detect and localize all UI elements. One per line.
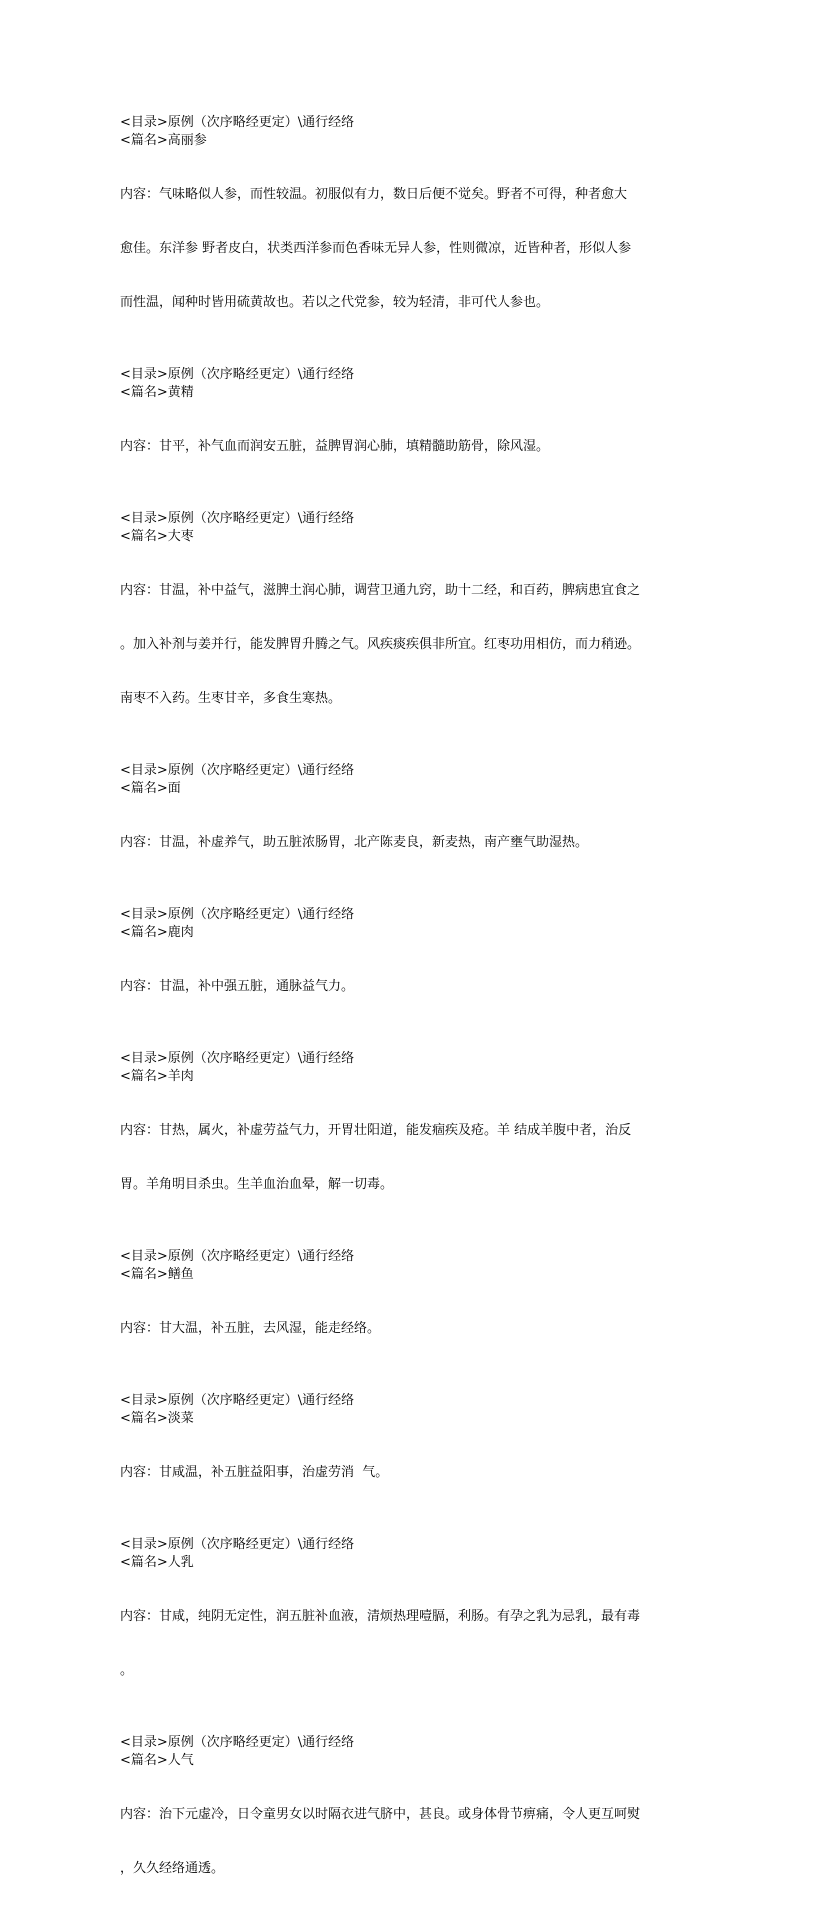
catalog-line: <目录>原例（次序略经更定）\通行经络 xyxy=(120,1393,355,1408)
entry-renqi xyxy=(120,1734,688,1914)
content-paragraph xyxy=(120,942,688,1032)
entry-dancai xyxy=(120,1392,688,1518)
content-line: ，久久经络通透。 xyxy=(120,1861,225,1876)
content-paragraph xyxy=(120,1572,688,1716)
title-line: <篇名>大枣 xyxy=(120,529,194,544)
title-line: <篇名>黄精 xyxy=(120,385,194,400)
content-line: 内容：甘热，属火，补虚劳益气力，开胃壮阳道，能发痼疾及疮。羊 结成羊腹中者，治反 xyxy=(120,1123,632,1138)
entry-gaoli-shen xyxy=(120,114,688,348)
entry-mian xyxy=(120,762,688,888)
title-line: <篇名>高丽参 xyxy=(120,133,207,148)
entry-lurou xyxy=(120,906,688,1032)
content-line: 内容：甘温，补中益气，滋脾土润心肺，调营卫通九窍，助十二经，和百药，脾病患宜食之 xyxy=(120,583,641,598)
title-line: <篇名>羊肉 xyxy=(120,1069,194,1084)
entry-dazao xyxy=(120,510,688,744)
content-line: 内容：甘咸，纯阴无定性，润五脏补血液，清烦热理噎膈，利肠。有孕之乳为忌乳，最有毒 xyxy=(120,1609,641,1624)
content-paragraph xyxy=(120,150,688,348)
content-paragraph xyxy=(120,1770,688,1914)
content-line: 内容：气味略似人参，而性较温。初服似有力，数日后便不觉矣。野者不可得，种者愈大 xyxy=(120,187,628,202)
content-line: 。 xyxy=(120,1663,134,1678)
catalog-line: <目录>原例（次序略经更定）\通行经络 xyxy=(120,1735,355,1750)
entry-yangrou xyxy=(120,1050,688,1230)
catalog-line: <目录>原例（次序略经更定）\通行经络 xyxy=(120,1537,355,1552)
content-line: 内容：甘温，补虚养气，助五脏浓肠胃，北产陈麦良，新麦热，南产壅气助湿热。 xyxy=(120,835,589,850)
catalog-line: <目录>原例（次序略经更定）\通行经络 xyxy=(120,511,355,526)
content-line: 内容：甘大温，补五脏，去风湿，能走经络。 xyxy=(120,1321,381,1336)
content-paragraph xyxy=(120,1428,688,1518)
title-line: <篇名>鹿肉 xyxy=(120,925,194,940)
catalog-line: <目录>原例（次序略经更定）\通行经络 xyxy=(120,907,355,922)
content-paragraph xyxy=(120,402,688,492)
content-line: 内容：甘平，补气血而润安五脏，益脾胃润心肺，填精髓助筋骨，除风湿。 xyxy=(120,439,550,454)
content-paragraph xyxy=(120,546,688,744)
content-line: 内容：甘温，补中强五脏，通脉益气力。 xyxy=(120,979,355,994)
entry-shanyu xyxy=(120,1248,688,1374)
catalog-line: <目录>原例（次序略经更定）\通行经络 xyxy=(120,367,355,382)
content-line: 内容：甘咸温，补五脏益阳事，治虚劳消 气。 xyxy=(120,1465,389,1480)
catalog-line: <目录>原例（次序略经更定）\通行经络 xyxy=(120,115,355,130)
title-line: <篇名>淡菜 xyxy=(120,1411,194,1426)
content-paragraph xyxy=(120,1284,688,1374)
catalog-line: <目录>原例（次序略经更定）\通行经络 xyxy=(120,1249,355,1264)
title-line: <篇名>鳝鱼 xyxy=(120,1267,194,1282)
content-line: 而性温，闻种时皆用硫黄故也。若以之代党参，较为轻清，非可代人参也。 xyxy=(120,295,550,310)
title-line: <篇名>人乳 xyxy=(120,1555,194,1570)
content-line: 内容：治下元虚冷，日令童男女以时隔衣进气脐中，甚良。或身体骨节痹痛，令人更互呵熨 xyxy=(120,1807,641,1822)
content-line: 。加入补剂与姜并行，能发脾胃升腾之气。风疾痰疾俱非所宜。红枣功用相仿，而力稍逊。 xyxy=(120,637,641,652)
catalog-line: <目录>原例（次序略经更定）\通行经络 xyxy=(120,1051,355,1066)
content-line: 愈佳。东洋参 野者皮白，状类西洋参而色香味无异人参，性则微凉，近皆种者，形似人参 xyxy=(120,241,632,256)
entry-renru xyxy=(120,1536,688,1716)
content-paragraph xyxy=(120,1086,688,1230)
title-line: <篇名>人气 xyxy=(120,1753,194,1768)
document-body xyxy=(120,114,688,1932)
content-line: 南枣不入药。生枣甘辛，多食生寒热。 xyxy=(120,691,342,706)
title-line: <篇名>面 xyxy=(120,781,181,796)
content-line: 胃。羊角明目杀虫。生羊血治血晕，解一切毒。 xyxy=(120,1177,394,1192)
catalog-line: <目录>原例（次序略经更定）\通行经络 xyxy=(120,763,355,778)
content-paragraph xyxy=(120,798,688,888)
entry-huangjing xyxy=(120,366,688,492)
